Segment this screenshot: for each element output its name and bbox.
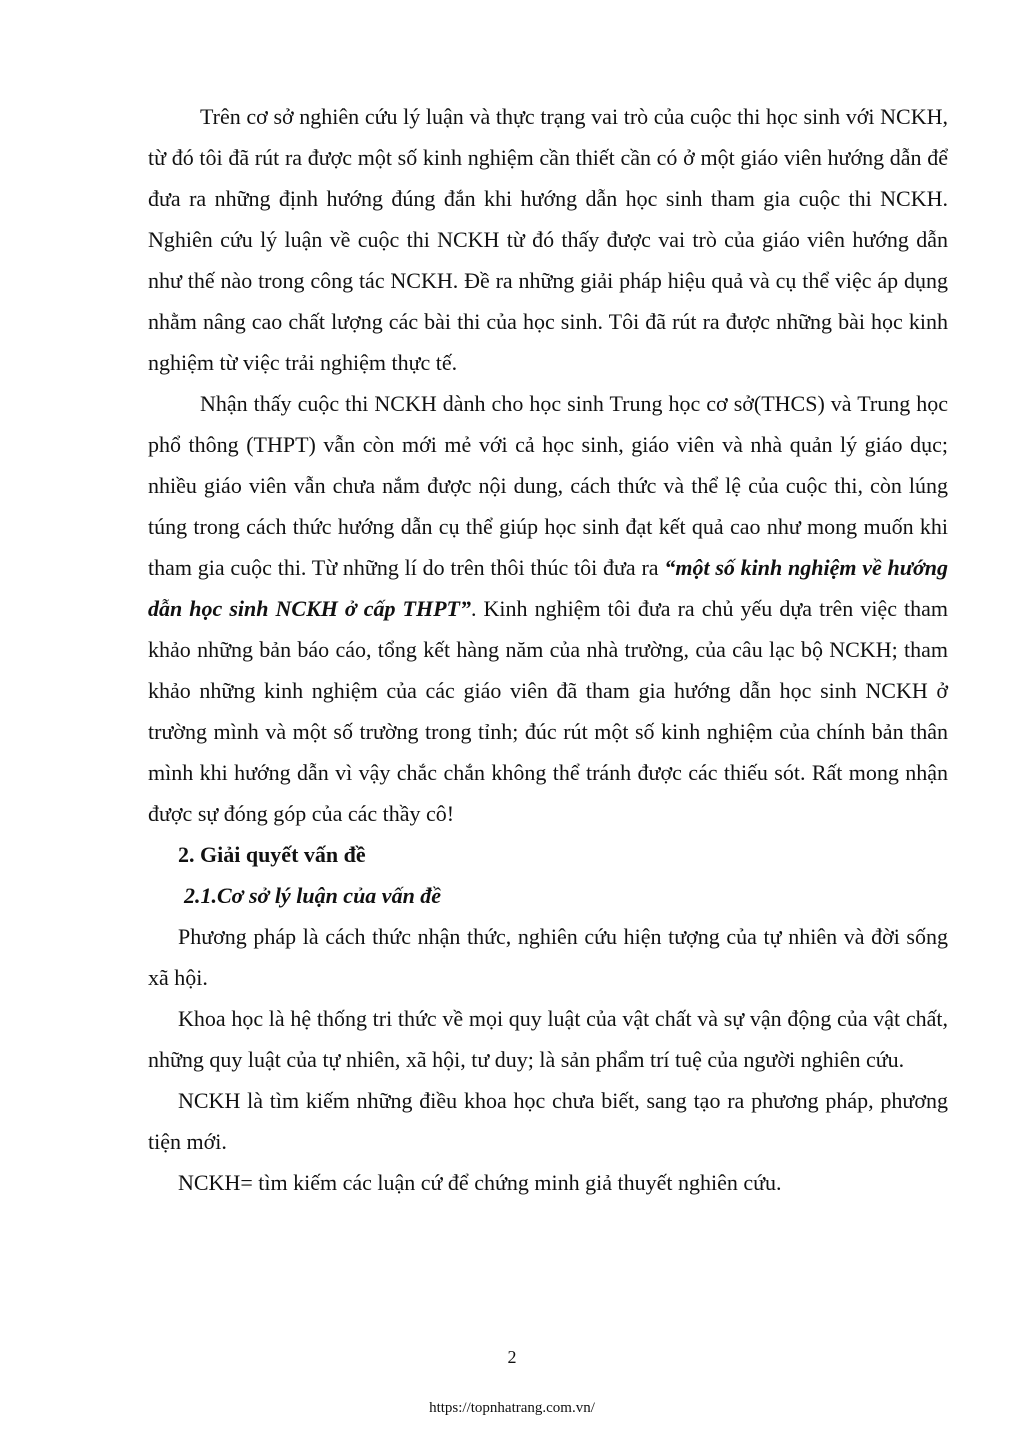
paragraph-method-definition: Phương pháp là cách thức nhận thức, nghiên cứu hiện tượng của tự nhiên và đời sống xã hội. — [148, 924, 948, 990]
paragraph-motivation-text-end: . Kinh nghiệm tôi đưa ra chủ yếu dựa trên việc tham khảo những bản báo cáo, tổng kết hàng năm của nhà trường, của câu lạc bộ NCKH; tham khảo những kinh nghiệm của các giáo viên đã tham gia hướng dẫn học sinh NCKH ở trường mình và một số trường trong tỉnh; đúc rút một số kinh nghiệm của chính bản thân mình khi hướng dẫn vì vậy chắc chắn không thể tránh được các thiếu sót. Rất mong nhận được sự đóng góp của các thầy cô! — [148, 596, 948, 826]
paragraph-science-definition: Khoa học là hệ thống tri thức về mọi quy luật của vật chất và sự vận động của vật chất, những quy luật của tự nhiên, xã hội, tư duy; là sản phẩm trí tuệ của người nghiên cứu. — [148, 1006, 948, 1072]
footer-url: https://topnhatrang.com.vn/ — [429, 1400, 595, 1416]
section-heading-2: 2. Giải quyết vấn đề — [178, 842, 366, 867]
document-body — [148, 96, 948, 1203]
paragraph-intro-research: Trên cơ sở nghiên cứu lý luận và thực trạng vai trò của cuộc thi học sinh với NCKH, từ đó tôi đã rút ra được một số kinh nghiệm cần thiết cần có ở một giáo viên hướng dẫn để đưa ra những định hướng đúng đắn khi hướng dẫn học sinh tham gia cuộc thi NCKH. Nghiên cứu lý luận về cuộc thi NCKH từ đó thấy được vai trò của giáo viên hướng dẫn như thế nào trong công tác NCKH. Đề ra những giải pháp hiệu quả và cụ thể việc áp dụng nhằm nâng cao chất lượng các bài thi của học sinh. Tôi đã rút ra được những bài học kinh nghiệm từ việc trải nghiệm thực tế. — [148, 104, 948, 375]
paragraph-motivation — [148, 383, 948, 834]
emphasized-topic-title: “một số kinh nghiệm về hướng dẫn học sinh NCKH ở cấp THPT” — [148, 555, 948, 621]
paragraph-research-formula: NCKH= tìm kiếm các luận cứ để chứng minh giả thuyết nghiên cứu. — [178, 1170, 782, 1195]
subsection-heading-2-1: 2.1.Cơ sở lý luận của vấn đề — [184, 883, 442, 908]
paragraph-research-definition: NCKH là tìm kiếm những điều khoa học chưa biết, sang tạo ra phương pháp, phương tiện mới. — [148, 1088, 948, 1154]
paragraph-motivation-text-start: Nhận thấy cuộc thi NCKH dành cho học sinh Trung học cơ sở(THCS) và Trung học phổ thông (THPT) vẫn còn mới mẻ với cả học sinh, giáo viên và nhà quản lý giáo dục; nhiều giáo viên vẫn chưa nắm được nội dung, cách thức và thể lệ của cuộc thi, còn lúng túng trong cách thức hướng dẫn cụ thể giúp học sinh đạt kết quả cao như mong muốn khi tham gia cuộc thi. Từ những lí do trên thôi thúc tôi đưa ra — [148, 391, 948, 580]
page-number: 2 — [507, 1347, 517, 1367]
